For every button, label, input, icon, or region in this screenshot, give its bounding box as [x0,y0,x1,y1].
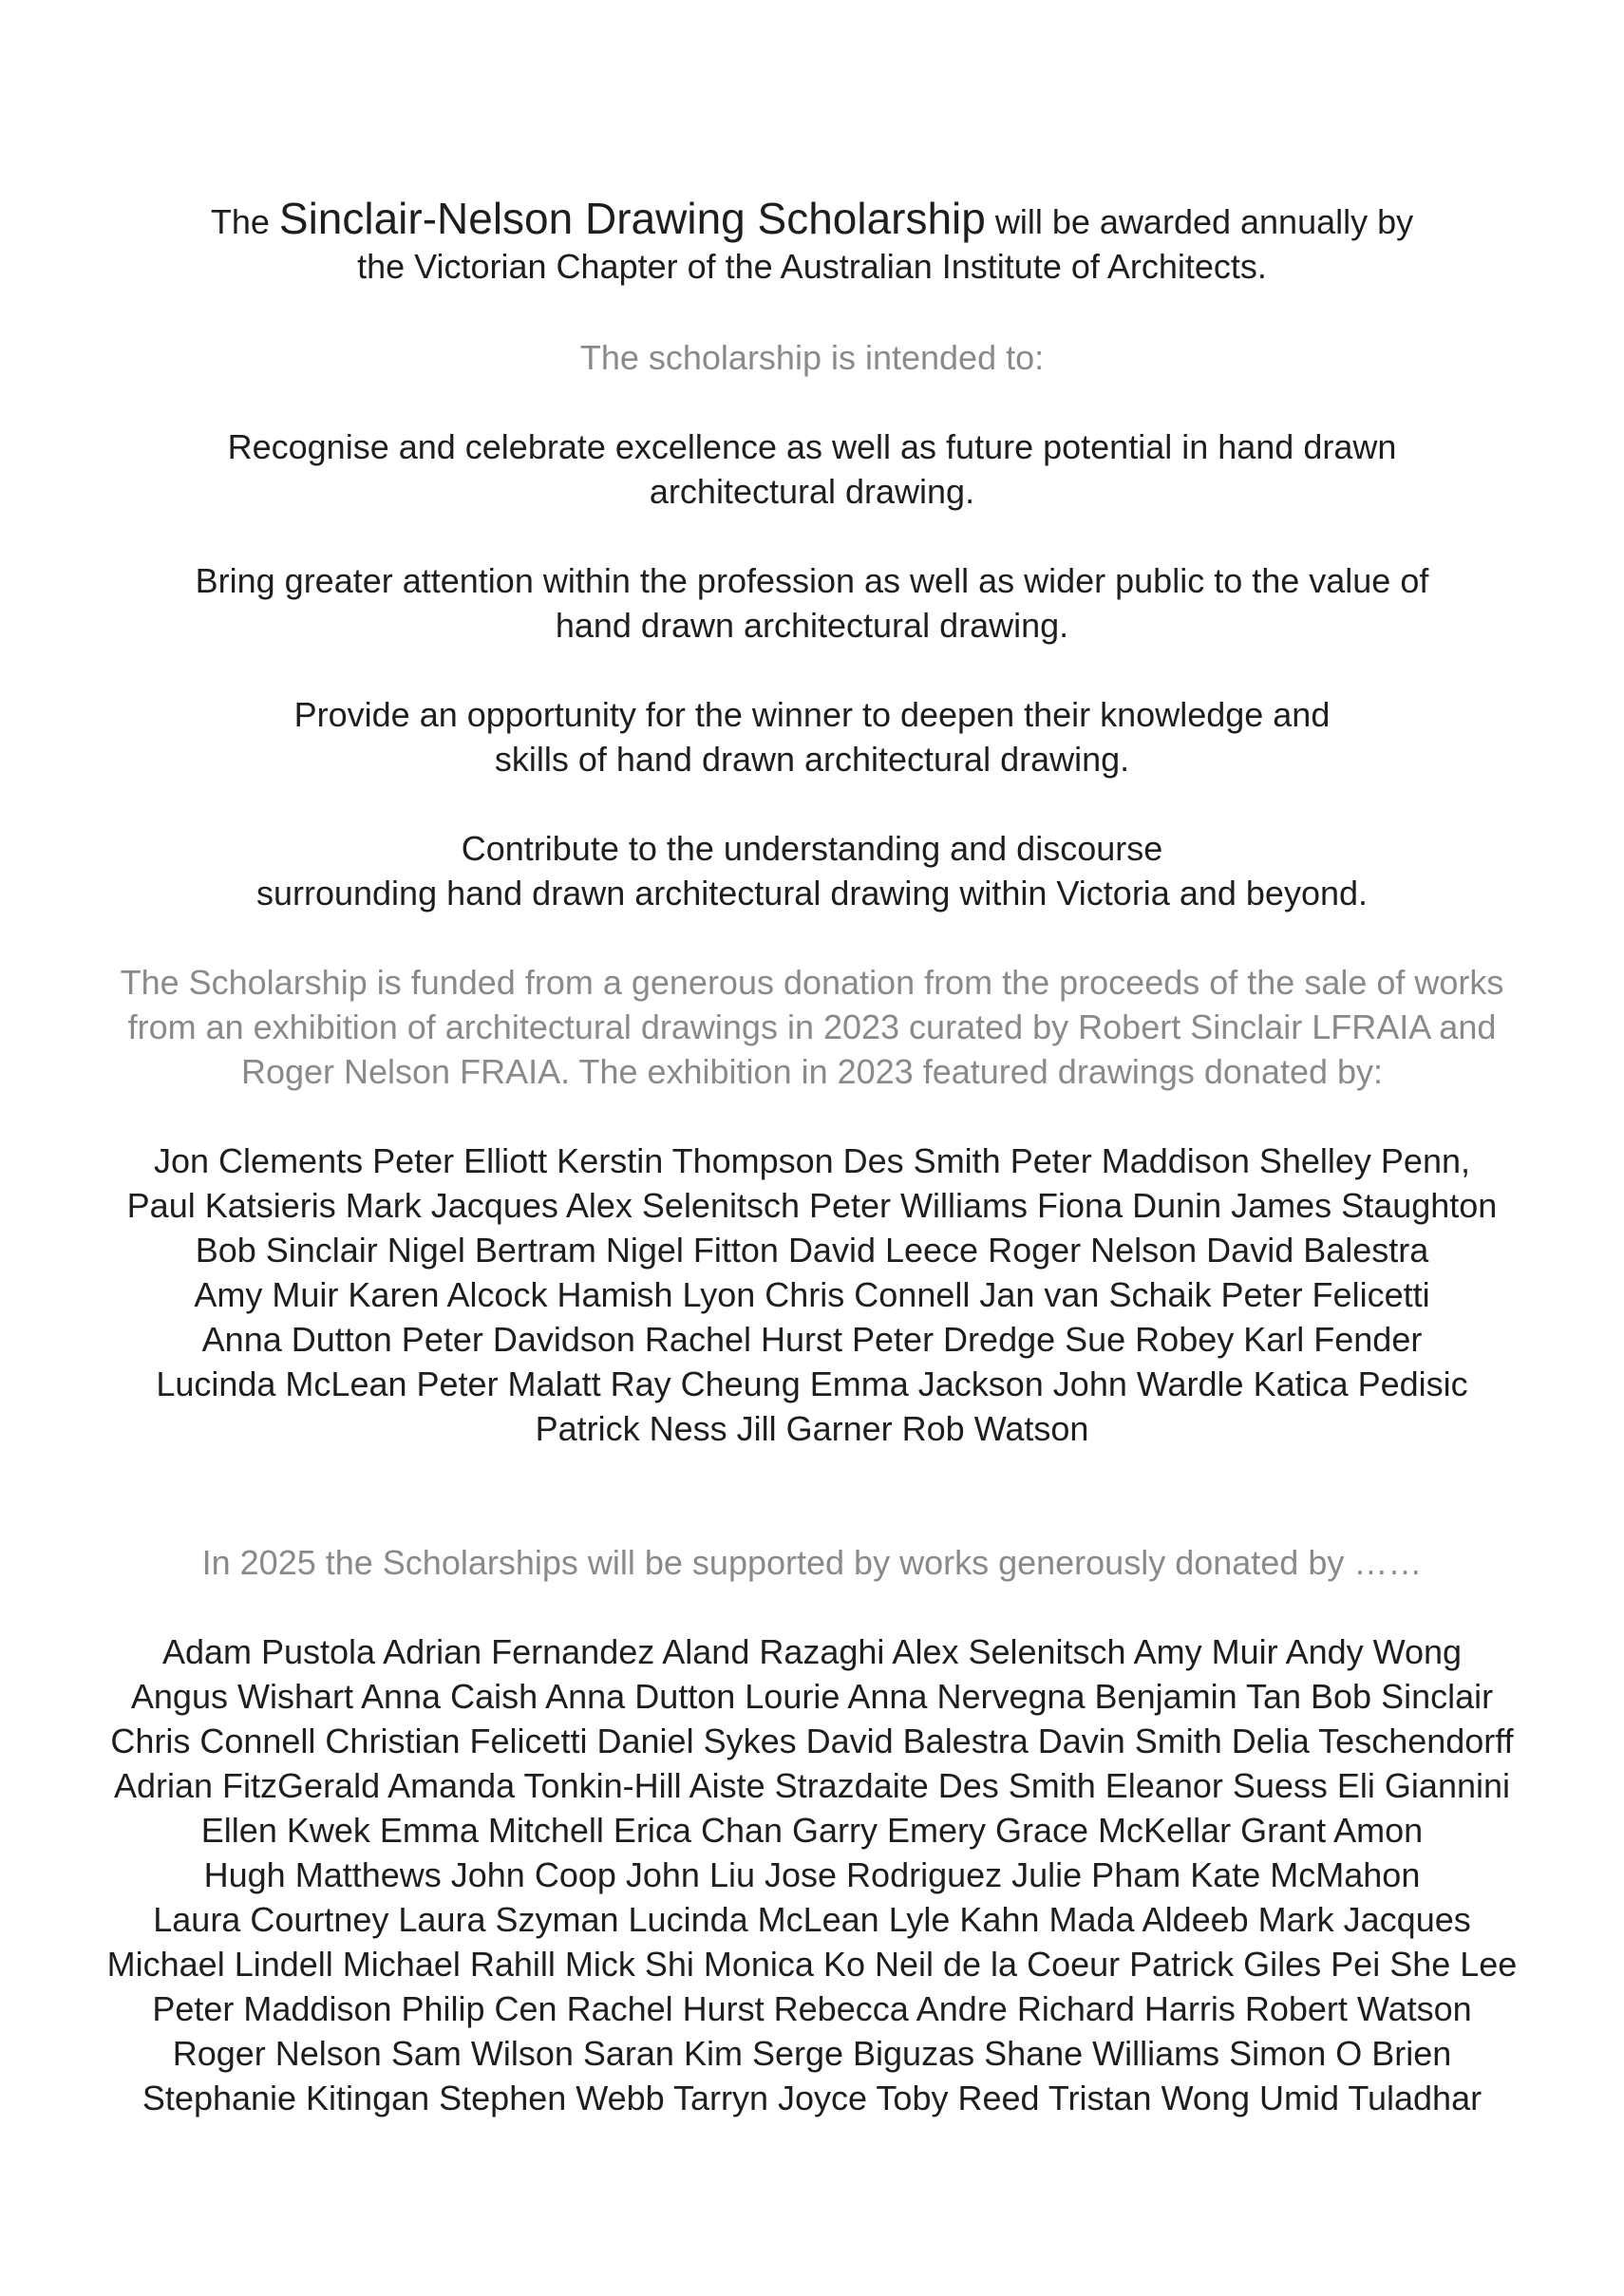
aim-paragraph-2 [38,558,1586,648]
donor-line: Peter Maddison Philip Cen Rachel Hurst Rebecca Andre Richard Harris Robert Watson [152,1989,1472,2028]
intro-suffix: will be awarded annually by [985,202,1414,241]
donors-2025-list [38,1629,1586,2120]
scholarship-name: Sinclair-Nelson Drawing Scholarship [278,194,986,243]
aim-2-line-1: Bring greater attention within the profession as well as wider public to the value of [195,561,1429,600]
funding-paragraph [38,960,1586,1094]
aim-1-line-2: architectural drawing. [649,472,975,511]
donor-line: Laura Courtney Laura Szyman Lucinda McLean Lyle Kahn Mada Aldeeb Mark Jacques [153,1900,1471,1939]
donor-line: Angus Wishart Anna Caish Anna Dutton Lourie Anna Nervegna Benjamin Tan Bob Sinclair [130,1677,1494,1716]
intended-heading-text: The scholarship is intended to: [579,338,1045,377]
donor-line: Michael Lindell Michael Rahill Mick Shi Monica Ko Neil de la Coeur Patrick Giles Pei She Lee [106,1945,1518,1984]
funding-line: from an exhibition of architectural drawings in 2023 curated by Robert Sinclair LFRAIA and [127,1007,1497,1046]
donor-line: Lucinda McLean Peter Malatt Ray Cheung Emma Jackson John Wardle Katica Pedisic [156,1364,1468,1403]
intro-line-1 [38,194,1586,244]
donor-line: Hugh Matthews John Coop John Liu Jose Rodriguez Julie Pham Kate McMahon [203,1855,1421,1894]
aim-paragraph-4 [38,826,1586,915]
funding-line: The Scholarship is funded from a generous donation from the proceeds of the sale of works [120,963,1504,1002]
donor-line: Bob Sinclair Nigel Bertram Nigel Fitton David Leece Roger Nelson David Balestra [195,1231,1429,1270]
intended-heading [38,335,1586,380]
support-2025-heading [38,1540,1586,1585]
intro-line-2: the Victorian Chapter of the Australian Institute of Architects. [357,247,1267,286]
donor-line: Jon Clements Peter Elliott Kerstin Thompson Des Smith Peter Maddison Shelley Penn, [154,1141,1470,1180]
intro-prefix: The [210,202,279,241]
donors-2023-list [38,1139,1586,1451]
aim-2-line-2: hand drawn architectural drawing. [555,606,1069,645]
funding-line: Roger Nelson FRAIA. The exhibition in 2023 featured drawings donated by: [240,1052,1384,1091]
donor-line: Anna Dutton Peter Davidson Rachel Hurst Peter Dredge Sue Robey Karl Fender [201,1320,1423,1359]
donor-line: Paul Katsieris Mark Jacques Alex Selenitsch Peter Williams Fiona Dunin James Staughton [126,1186,1498,1225]
aim-3-line-2: skills of hand drawn architectural drawing. [494,740,1130,779]
donor-line: Adam Pustola Adrian Fernandez Aland Razaghi Alex Selenitsch Amy Muir Andy Wong [161,1632,1463,1671]
donor-line: Patrick Ness Jill Garner Rob Watson [535,1409,1089,1448]
donor-line: Chris Connell Christian Felicetti Daniel Sykes David Balestra Davin Smith Delia Teschendorff [110,1722,1514,1760]
donor-line: Adrian FitzGerald Amanda Tonkin-Hill Aiste Strazdaite Des Smith Eleanor Suess Eli Giannini [113,1766,1511,1805]
intro-paragraph [38,194,1586,289]
aim-1-line-1: Recognise and celebrate excellence as well as future potential in hand drawn [227,427,1397,466]
donor-line: Stephanie Kitingan Stephen Webb Tarryn Joyce Toby Reed Tristan Wong Umid Tuladhar [142,2079,1482,2117]
donor-line: Amy Muir Karen Alcock Hamish Lyon Chris Connell Jan van Schaik Peter Felicetti [194,1275,1430,1314]
aim-4-line-2: surrounding hand drawn architectural drawing within Victoria and beyond. [255,874,1369,913]
aim-paragraph-3 [38,692,1586,781]
support-2025-text: In 2025 the Scholarships will be supported by works generously donated by …… [201,1543,1423,1582]
aim-4-line-1: Contribute to the understanding and discourse [461,829,1163,868]
aim-paragraph-1 [38,424,1586,514]
aim-3-line-1: Provide an opportunity for the winner to deepen their knowledge and [293,695,1331,734]
donor-line: Ellen Kwek Emma Mitchell Erica Chan Garry Emery Grace McKellar Grant Amon [200,1811,1424,1850]
donor-line: Roger Nelson Sam Wilson Saran Kim Serge Biguzas Shane Williams Simon O Brien [172,2034,1452,2073]
